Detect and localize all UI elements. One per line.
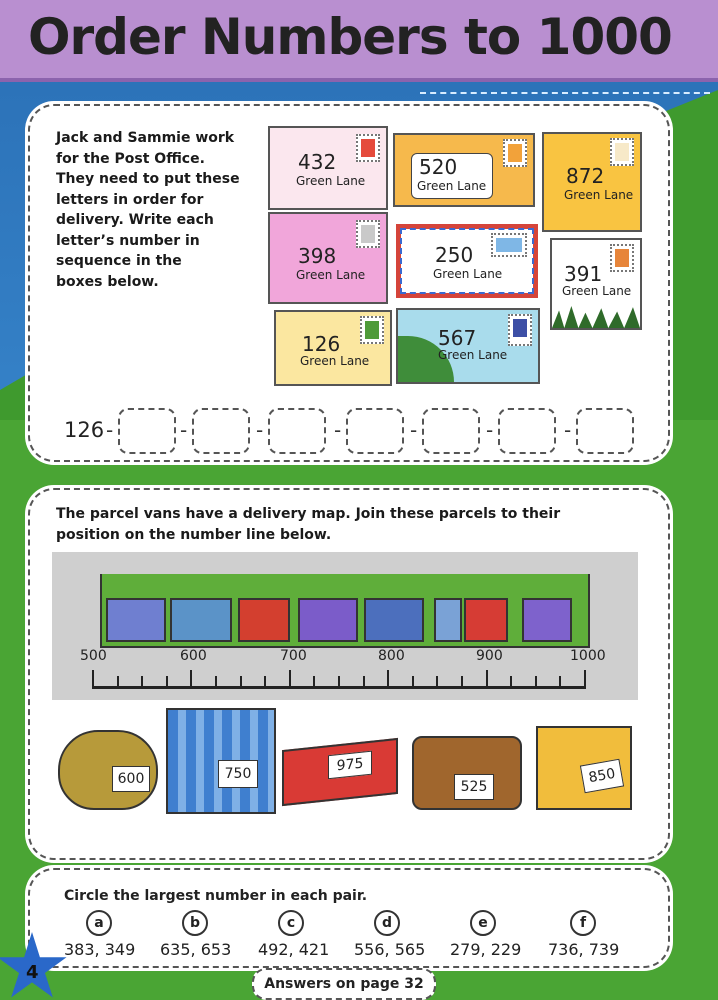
envelope-number: 567 <box>438 326 477 350</box>
street-map <box>52 552 638 700</box>
envelope-street: Green Lane <box>296 174 366 188</box>
answer-box-4[interactable] <box>346 408 404 454</box>
number-line-tick <box>92 670 94 688</box>
instruction-line: delivery. Write each <box>56 212 214 228</box>
pair-numbers-f[interactable]: 736, 739 <box>548 940 620 959</box>
number-line-label: 800 <box>378 648 405 664</box>
number-line-label: 500 <box>80 648 107 664</box>
circle-instruction: Circle the largest number in each pair. <box>64 888 368 904</box>
envelope-street: Green Lane <box>562 284 632 298</box>
house-icon <box>434 598 462 642</box>
instruction-line: The parcel vans have a delivery map. Join these parcels to their <box>56 506 561 522</box>
answer-box-6[interactable] <box>498 408 556 454</box>
number-line-tick <box>510 676 512 688</box>
envelope-number: 432 <box>298 150 337 174</box>
number-line-tick <box>436 676 438 688</box>
number-line-tick <box>461 676 463 688</box>
answer-box-1[interactable] <box>118 408 176 454</box>
decorative-dash <box>420 92 710 94</box>
envelope-street: Green Lane <box>417 179 487 193</box>
envelope-126 <box>274 310 392 386</box>
dinosaur-stamp-icon <box>360 316 384 344</box>
instruction-line: position on the number line below. <box>56 526 332 543</box>
envelope-number: 391 <box>564 262 603 286</box>
pair-numbers-a[interactable]: 383, 349 <box>64 940 136 959</box>
answer-box-5[interactable] <box>422 408 480 454</box>
number-line-tick <box>117 676 119 688</box>
instruction-line: letter’s number in <box>56 232 200 249</box>
sequence-dash: - <box>334 418 342 442</box>
envelope-567 <box>396 308 540 384</box>
envelope-street: Green Lane <box>438 348 508 362</box>
ice-cream-stamp-icon <box>610 138 634 166</box>
instruction-line: They need to put these <box>56 171 240 187</box>
letters-instruction <box>56 128 240 292</box>
number-line-tick <box>584 670 586 688</box>
envelope-street: Green Lane <box>564 188 634 202</box>
number-line-tick <box>313 676 315 688</box>
envelope-398 <box>268 212 388 304</box>
header-banner <box>0 0 718 82</box>
page-title: Order Numbers to 1000 <box>28 8 672 66</box>
number-line-tick <box>141 676 143 688</box>
flower-stamp-icon <box>356 134 380 162</box>
parcel-label: 600 <box>112 766 150 792</box>
number-line-label: 600 <box>180 648 207 664</box>
parcel-sack-600[interactable] <box>58 730 158 810</box>
parcel-box-850[interactable] <box>536 726 632 810</box>
sequence-dash: - <box>180 418 188 442</box>
house-icon <box>464 598 508 642</box>
parcel-label: 750 <box>218 760 258 788</box>
instruction-line: Jack and Sammie work <box>56 130 235 146</box>
map-houses-area <box>100 574 590 648</box>
pair-letter-a: a <box>86 910 112 936</box>
number-line-tick <box>486 670 488 688</box>
parcel-label: 525 <box>454 774 494 800</box>
instruction-line: letters in order for <box>56 191 204 208</box>
face-stamp-icon <box>503 139 527 167</box>
sequence-dash: - <box>486 418 494 442</box>
answers-reference: Answers on page 32 <box>252 968 436 1000</box>
pair-numbers-e[interactable]: 279, 229 <box>450 940 522 959</box>
house-icon <box>522 598 572 642</box>
number-line-tick <box>338 676 340 688</box>
cat-stamp-icon <box>610 244 634 272</box>
number-line-tick <box>240 676 242 688</box>
envelope-street: Green Lane <box>433 267 503 281</box>
envelope-number: 398 <box>298 244 337 268</box>
parcel-wrapped-525[interactable] <box>412 736 522 810</box>
rocket-stamp-icon <box>508 314 532 346</box>
number-line-label: 700 <box>280 648 307 664</box>
instruction-line: sequence in the <box>56 253 182 269</box>
sequence-dash: - <box>106 418 114 442</box>
answer-box-2[interactable] <box>192 408 250 454</box>
envelope-391 <box>550 238 642 330</box>
number-line-tick <box>363 676 365 688</box>
parcel-label: 975 <box>328 751 372 780</box>
envelope-520 <box>393 133 535 207</box>
answer-box-7[interactable] <box>576 408 634 454</box>
envelope-432 <box>268 126 388 210</box>
number-line-tick <box>289 670 291 688</box>
sequence-start: 126 <box>64 418 105 442</box>
envelope-number: 872 <box>566 164 605 188</box>
answer-box-3[interactable] <box>268 408 326 454</box>
number-line-label: 1000 <box>570 648 606 664</box>
sequence-dash: - <box>410 418 418 442</box>
pair-letter-e: e <box>470 910 496 936</box>
parcel-box-750[interactable] <box>166 708 276 814</box>
envelope-number: 520 <box>419 155 458 179</box>
letter-stamp-icon <box>356 220 380 248</box>
pair-letter-c: c <box>278 910 304 936</box>
number-line-tick <box>264 676 266 688</box>
sequence-dash: - <box>564 418 572 442</box>
pair-numbers-d[interactable]: 556, 565 <box>354 940 426 959</box>
number-line-tick <box>412 676 414 688</box>
parcels-instruction <box>56 504 560 545</box>
airplane-stamp-icon <box>491 233 527 257</box>
envelope-250 <box>396 224 538 298</box>
instruction-line: for the Post Office. <box>56 150 205 167</box>
number-line-tick <box>387 670 389 688</box>
number-line-tick <box>559 676 561 688</box>
pair-numbers-b[interactable]: 635, 653 <box>160 940 232 959</box>
envelope-street: Green Lane <box>296 268 366 282</box>
parcel-label: 850 <box>580 759 624 794</box>
envelope-street: Green Lane <box>300 354 370 368</box>
pair-letter-b: b <box>182 910 208 936</box>
house-icon <box>106 598 166 642</box>
number-line-tick <box>190 670 192 688</box>
page-number: 4 <box>26 962 39 983</box>
house-icon <box>170 598 232 642</box>
pair-letter-d: d <box>374 910 400 936</box>
number-line-label: 900 <box>476 648 503 664</box>
instruction-line: boxes below. <box>56 273 159 290</box>
house-icon <box>298 598 358 642</box>
number-line-tick <box>166 676 168 688</box>
pair-numbers-c[interactable]: 492, 421 <box>258 940 330 959</box>
envelope-number: 250 <box>435 243 474 267</box>
grass-decoration <box>552 306 640 328</box>
pair-letter-f: f <box>570 910 596 936</box>
number-line-tick <box>215 676 217 688</box>
house-icon <box>238 598 290 642</box>
house-icon <box>364 598 424 642</box>
envelope-872 <box>542 132 642 232</box>
sequence-dash: - <box>256 418 264 442</box>
envelope-number: 126 <box>302 332 341 356</box>
number-line-tick <box>535 676 537 688</box>
